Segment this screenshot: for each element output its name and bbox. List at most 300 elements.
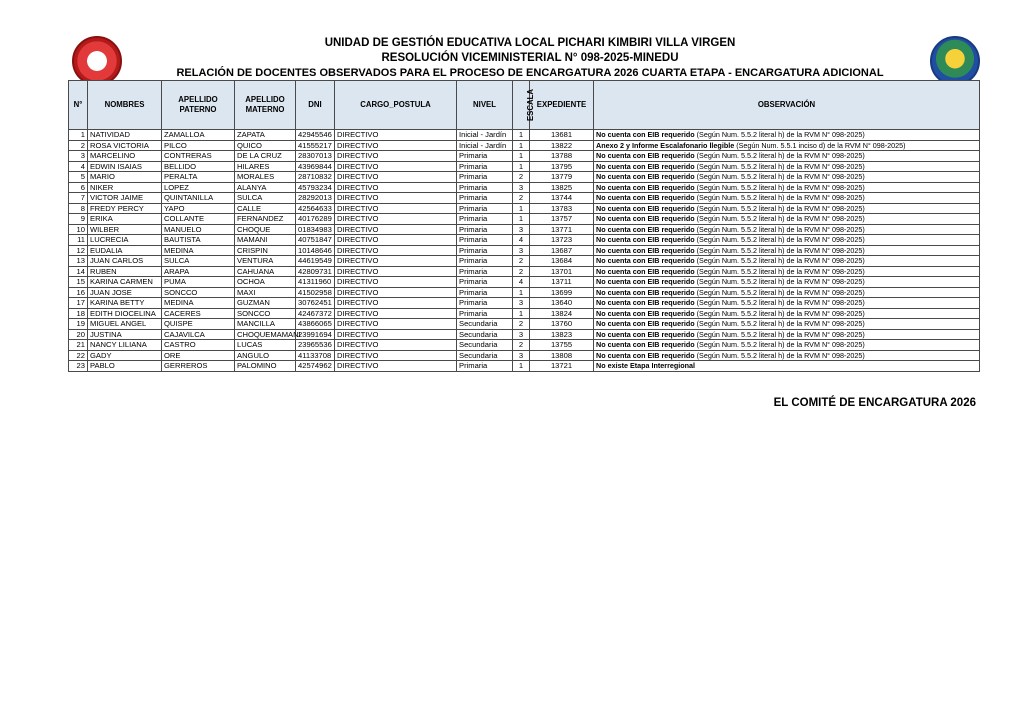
expediente-cell: 13699: [530, 287, 594, 298]
observacion-cell: [594, 214, 980, 225]
dni-cell: 41133708: [296, 350, 335, 361]
dni-cell: 28307013: [296, 151, 335, 162]
observacion-cell: [594, 151, 980, 162]
cargo-cell: DIRECTIVO: [335, 329, 457, 340]
escala-cell: 1: [513, 287, 530, 298]
observacion-cell: [594, 298, 980, 309]
expediente-cell: 13757: [530, 214, 594, 225]
row-number: 17: [69, 298, 88, 309]
nombres-cell: FREDY PERCY: [88, 203, 162, 214]
row-number: 1: [69, 130, 88, 141]
col-header-apellido-paterno: APELLIDO PATERNO: [162, 81, 235, 130]
observacion-cell: [594, 319, 980, 330]
apellido-materno-cell: HILARES: [235, 161, 296, 172]
nivel-cell: Secundaria: [457, 319, 513, 330]
observacion-main: No cuenta con EIB requerido: [596, 319, 695, 328]
dni-cell: 42809731: [296, 266, 335, 277]
observacion-cell: [594, 287, 980, 298]
escala-cell: 1: [513, 308, 530, 319]
row-number: 15: [69, 277, 88, 288]
row-number: 7: [69, 193, 88, 204]
apellido-materno-cell: DE LA CRUZ: [235, 151, 296, 162]
observacion-reference: (Según Num. 5.5.2 literal h) de la RVM N° 098-2025): [694, 235, 865, 244]
escala-cell: 3: [513, 329, 530, 340]
apellido-materno-cell: SULCA: [235, 193, 296, 204]
escala-cell: 4: [513, 235, 530, 246]
nombres-cell: KARINA CARMEN: [88, 277, 162, 288]
cargo-cell: DIRECTIVO: [335, 193, 457, 204]
apellido-materno-cell: MORALES: [235, 172, 296, 183]
observacion-reference: (Según Num. 5.5.2 literal h) de la RVM N° 098-2025): [694, 224, 865, 234]
nivel-cell: Primaria: [457, 224, 513, 235]
expediente-cell: 13825: [530, 182, 594, 193]
expediente-cell: 13744: [530, 193, 594, 204]
escala-cell: 3: [513, 298, 530, 309]
cargo-cell: DIRECTIVO: [335, 245, 457, 256]
row-number: 23: [69, 361, 88, 372]
apellido-paterno-cell: GERREROS: [162, 361, 235, 372]
escala-cell: 1: [513, 214, 530, 225]
observacion-main: No cuenta con EIB requerido: [596, 277, 695, 286]
observacion-cell: [594, 235, 980, 246]
cargo-cell: DIRECTIVO: [335, 151, 457, 162]
expediente-cell: 13808: [530, 350, 594, 361]
cargo-cell: DIRECTIVO: [335, 130, 457, 141]
col-header-observacion: OBSERVACIÓN: [594, 81, 980, 130]
nombres-cell: JUSTINA: [88, 329, 162, 340]
expediente-cell: 13783: [530, 203, 594, 214]
observacion-reference: (Según Num. 5.5.1 inciso d) de la RVM N° 098-2025): [734, 140, 906, 150]
observacion-reference: (Según Num. 5.5.2 literal h) de la RVM N° 098-2025): [694, 329, 865, 339]
observacion-cell: [594, 361, 980, 372]
nombres-cell: EDITH DIOCELINA: [88, 308, 162, 319]
col-header-dni: DNI: [296, 81, 335, 130]
nivel-cell: Primaria: [457, 214, 513, 225]
escala-cell: 3: [513, 224, 530, 235]
table-row: [69, 214, 980, 225]
observacion-main: No cuenta con EIB requerido: [596, 298, 695, 307]
escala-cell: 2: [513, 319, 530, 330]
dni-cell: 42945546: [296, 130, 335, 141]
nombres-cell: GADY: [88, 350, 162, 361]
header-line-3: RELACIÓN DE DOCENTES OBSERVADOS PARA EL PROCESO DE ENCARGATURA 2026 CUARTA ETAPA - ENCARGATURA ADICIONAL: [176, 67, 884, 79]
apellido-materno-cell: VENTURA: [235, 256, 296, 267]
table-row: [69, 224, 980, 235]
col-header-nombres: NOMBRES: [88, 81, 162, 130]
dni-cell: 44619549: [296, 256, 335, 267]
expediente-cell: 13640: [530, 298, 594, 309]
observacion-reference: (Según Num. 5.5.2 literal h) de la RVM N° 098-2025): [694, 340, 865, 349]
nivel-cell: Primaria: [457, 193, 513, 204]
dni-cell: 23991694: [296, 329, 335, 340]
col-header-apellido-materno: APELLIDO MATERNO: [235, 81, 296, 130]
nivel-cell: Secundaria: [457, 329, 513, 340]
nombres-cell: ROSA VICTORIA: [88, 140, 162, 151]
row-number: 8: [69, 203, 88, 214]
observacion-main: No existe Etapa Interregional: [596, 361, 696, 370]
apellido-paterno-cell: BAUTISTA: [162, 235, 235, 246]
expediente-cell: 13771: [530, 224, 594, 235]
escala-cell: 2: [513, 193, 530, 204]
expediente-cell: 13687: [530, 245, 594, 256]
observacion-cell: [594, 182, 980, 193]
cargo-cell: DIRECTIVO: [335, 140, 457, 151]
table-row: [69, 308, 980, 319]
observacion-main: No cuenta con EIB requerido: [596, 193, 695, 202]
apellido-materno-cell: ANGULO: [235, 350, 296, 361]
apellido-paterno-cell: LOPEZ: [162, 182, 235, 193]
apellido-paterno-cell: ZAMALLOA: [162, 130, 235, 141]
apellido-paterno-cell: CAJAVILCA: [162, 329, 235, 340]
nombres-cell: RUBEN: [88, 266, 162, 277]
nombres-cell: NANCY LILIANA: [88, 340, 162, 351]
dni-cell: 43969844: [296, 161, 335, 172]
apellido-materno-cell: CHOQUEMAMANI: [235, 329, 296, 340]
cargo-cell: DIRECTIVO: [335, 308, 457, 319]
row-number: 3: [69, 151, 88, 162]
observacion-main: No cuenta con EIB requerido: [596, 340, 695, 349]
nombres-cell: KARINA BETTY: [88, 298, 162, 309]
observacion-cell: [594, 161, 980, 172]
apellido-materno-cell: FERNANDEZ: [235, 214, 296, 225]
observacion-reference: (Según Num. 5.5.2 literal h) de la RVM N° 098-2025): [694, 193, 865, 202]
apellido-paterno-cell: PILCO: [162, 140, 235, 151]
apellido-paterno-cell: PERALTA: [162, 172, 235, 183]
nivel-cell: Primaria: [457, 361, 513, 372]
apellido-materno-cell: MAXI: [235, 287, 296, 298]
nombres-cell: JUAN CARLOS: [88, 256, 162, 267]
nivel-cell: Primaria: [457, 203, 513, 214]
nombres-cell: EUDALIA: [88, 245, 162, 256]
cargo-cell: DIRECTIVO: [335, 266, 457, 277]
apellido-paterno-cell: QUINTANILLA: [162, 193, 235, 204]
nivel-cell: Primaria: [457, 277, 513, 288]
observacion-main: No cuenta con EIB requerido: [596, 235, 695, 244]
cargo-cell: DIRECTIVO: [335, 319, 457, 330]
observacion-cell: [594, 193, 980, 204]
table-row: [69, 161, 980, 172]
row-number: 10: [69, 224, 88, 235]
apellido-paterno-cell: ORE: [162, 350, 235, 361]
expediente-cell: 13779: [530, 172, 594, 183]
apellido-materno-cell: CHOQUE: [235, 224, 296, 235]
observacion-cell: [594, 130, 980, 141]
apellido-materno-cell: OCHOA: [235, 277, 296, 288]
expediente-cell: 13795: [530, 161, 594, 172]
apellido-paterno-cell: BELLIDO: [162, 161, 235, 172]
nombres-cell: NATIVIDAD: [88, 130, 162, 141]
observed-teachers-table: [68, 80, 980, 372]
dni-cell: 42467372: [296, 308, 335, 319]
table-header-row: [69, 81, 980, 130]
table-row: [69, 319, 980, 330]
observacion-main: No cuenta con EIB requerido: [596, 214, 695, 223]
table-row: [69, 256, 980, 267]
apellido-paterno-cell: YAPO: [162, 203, 235, 214]
apellido-paterno-cell: COLLANTE: [162, 214, 235, 225]
apellido-materno-cell: CAHUANA: [235, 266, 296, 277]
header-line-2: RESOLUCIÓN VICEMINISTERIAL N° 098-2025-MINEDU: [381, 52, 679, 64]
observacion-reference: (Según Num. 5.5.2 literal h) de la RVM N° 098-2025): [694, 298, 865, 307]
apellido-materno-cell: ZAPATA: [235, 130, 296, 141]
table-row: [69, 140, 980, 151]
cargo-cell: DIRECTIVO: [335, 256, 457, 267]
dni-cell: 42564633: [296, 203, 335, 214]
nombres-cell: VICTOR JAIME: [88, 193, 162, 204]
observacion-cell: [594, 140, 980, 151]
dni-cell: 41502958: [296, 287, 335, 298]
col-header-expediente: EXPEDIENTE: [530, 81, 594, 130]
observacion-cell: [594, 203, 980, 214]
apellido-paterno-cell: MANUELO: [162, 224, 235, 235]
observacion-cell: [594, 308, 980, 319]
escala-cell: 2: [513, 256, 530, 267]
nombres-cell: MARCELINO: [88, 151, 162, 162]
apellido-materno-cell: ALANYA: [235, 182, 296, 193]
observacion-main: Anexo 2 y Informe Escalafonario llegible: [596, 140, 735, 150]
observacion-cell: [594, 329, 980, 340]
row-number: 4: [69, 161, 88, 172]
escala-cell: 1: [513, 140, 530, 151]
observacion-reference: (Según Num. 5.5.2 literal h) de la RVM N° 098-2025): [694, 172, 865, 181]
apellido-materno-cell: LUCAS: [235, 340, 296, 351]
table-row: [69, 287, 980, 298]
expediente-cell: 13701: [530, 266, 594, 277]
nivel-cell: Inicial - Jardín: [457, 140, 513, 151]
row-number: 18: [69, 308, 88, 319]
table-row: [69, 193, 980, 204]
row-number: 5: [69, 172, 88, 183]
nombres-cell: MARIO: [88, 172, 162, 183]
table-row: [69, 350, 980, 361]
escala-cell: 2: [513, 172, 530, 183]
observacion-reference: (Según Num. 5.5.2 literal h) de la RVM N° 098-2025): [694, 308, 865, 318]
nivel-cell: Primaria: [457, 308, 513, 319]
expediente-cell: 13788: [530, 151, 594, 162]
dni-cell: 28710832: [296, 172, 335, 183]
table-row: [69, 235, 980, 246]
observacion-cell: [594, 224, 980, 235]
nivel-cell: Primaria: [457, 182, 513, 193]
expediente-cell: 13822: [530, 140, 594, 151]
observacion-cell: [594, 172, 980, 183]
observacion-main: No cuenta con EIB requerido: [596, 182, 695, 192]
table-row: [69, 172, 980, 183]
observacion-main: No cuenta con EIB requerido: [596, 256, 695, 265]
observacion-cell: [594, 256, 980, 267]
apellido-materno-cell: MANCILLA: [235, 319, 296, 330]
cargo-cell: DIRECTIVO: [335, 235, 457, 246]
header-line-1: UNIDAD DE GESTIÓN EDUCATIVA LOCAL PICHARI KIMBIRI VILLA VIRGEN: [324, 37, 736, 49]
table-row: [69, 266, 980, 277]
observacion-cell: [594, 245, 980, 256]
table-row: [69, 298, 980, 309]
apellido-materno-cell: QUICO: [235, 140, 296, 151]
apellido-paterno-cell: MEDINA: [162, 298, 235, 309]
dni-cell: 10148646: [296, 245, 335, 256]
nivel-cell: Inicial - Jardín: [457, 130, 513, 141]
nivel-cell: Primaria: [457, 235, 513, 246]
table-row: [69, 151, 980, 162]
observacion-main: No cuenta con EIB requerido: [596, 130, 695, 139]
cargo-cell: DIRECTIVO: [335, 340, 457, 351]
escala-cell: 4: [513, 277, 530, 288]
observacion-reference: (Según Num. 5.5.2 literal h) de la RVM N° 098-2025): [694, 245, 865, 255]
observacion-main: No cuenta con EIB requerido: [596, 266, 695, 276]
row-number: 9: [69, 214, 88, 225]
apellido-paterno-cell: QUISPE: [162, 319, 235, 330]
apellido-materno-cell: CALLE: [235, 203, 296, 214]
dni-cell: 01834983: [296, 224, 335, 235]
dni-cell: 41555217: [296, 140, 335, 151]
apellido-paterno-cell: CONTRERAS: [162, 151, 235, 162]
expediente-cell: 13755: [530, 340, 594, 351]
apellido-materno-cell: CRISPIN: [235, 245, 296, 256]
nivel-cell: Primaria: [457, 245, 513, 256]
observacion-reference: (Según Num. 5.5.2 literal h) de la RVM N° 098-2025): [694, 151, 865, 160]
expediente-cell: 13824: [530, 308, 594, 319]
table-row: [69, 277, 980, 288]
escala-cell: 3: [513, 350, 530, 361]
row-number: 12: [69, 245, 88, 256]
observacion-reference: (Según Num. 5.5.2 literal h) de la RVM N° 098-2025): [694, 256, 865, 265]
cargo-cell: DIRECTIVO: [335, 361, 457, 372]
nivel-cell: Primaria: [457, 161, 513, 172]
ugel-seal-icon: [72, 36, 122, 86]
observacion-cell: [594, 277, 980, 288]
col-header-escala-label: ESCALA: [526, 88, 536, 122]
escala-cell: 2: [513, 266, 530, 277]
cargo-cell: DIRECTIVO: [335, 203, 457, 214]
table-row: [69, 361, 980, 372]
expediente-cell: 13721: [530, 361, 594, 372]
apellido-paterno-cell: CACERES: [162, 308, 235, 319]
expediente-cell: 13823: [530, 329, 594, 340]
apellido-paterno-cell: ARAPA: [162, 266, 235, 277]
observacion-cell: [594, 266, 980, 277]
dni-cell: 41311960: [296, 277, 335, 288]
escala-cell: 1: [513, 361, 530, 372]
row-number: 20: [69, 329, 88, 340]
cargo-cell: DIRECTIVO: [335, 287, 457, 298]
expediente-cell: 13760: [530, 319, 594, 330]
table-row: [69, 245, 980, 256]
committee-signature: EL COMITÉ DE ENCARGATURA 2026: [773, 397, 976, 409]
observacion-reference: (Según Num. 5.5.2 literal h) de la RVM N° 098-2025): [694, 203, 865, 213]
col-header-n: N°: [69, 81, 88, 130]
row-number: 6: [69, 182, 88, 193]
row-number: 11: [69, 235, 88, 246]
expediente-cell: 13681: [530, 130, 594, 141]
dni-cell: 45793234: [296, 182, 335, 193]
observacion-main: No cuenta con EIB requerido: [596, 224, 695, 234]
observacion-main: No cuenta con EIB requerido: [596, 308, 695, 318]
observacion-main: No cuenta con EIB requerido: [596, 172, 695, 181]
dni-cell: 43866065: [296, 319, 335, 330]
row-number: 21: [69, 340, 88, 351]
dni-cell: 23965536: [296, 340, 335, 351]
expediente-cell: 13723: [530, 235, 594, 246]
nombres-cell: NIKER: [88, 182, 162, 193]
cargo-cell: DIRECTIVO: [335, 350, 457, 361]
cargo-cell: DIRECTIVO: [335, 161, 457, 172]
escala-cell: 1: [513, 130, 530, 141]
apellido-paterno-cell: MEDINA: [162, 245, 235, 256]
apellido-paterno-cell: SULCA: [162, 256, 235, 267]
nombres-cell: JUAN JOSE: [88, 287, 162, 298]
escala-cell: 1: [513, 161, 530, 172]
row-number: 14: [69, 266, 88, 277]
row-number: 19: [69, 319, 88, 330]
observacion-cell: [594, 340, 980, 351]
observacion-reference: (Según Num. 5.5.2 literal h) de la RVM N° 098-2025): [694, 287, 865, 297]
nombres-cell: PABLO: [88, 361, 162, 372]
nombres-cell: EDWIN ISAIAS: [88, 161, 162, 172]
table-row: [69, 182, 980, 193]
table-row: [69, 130, 980, 141]
nivel-cell: Primaria: [457, 287, 513, 298]
cargo-cell: DIRECTIVO: [335, 182, 457, 193]
nombres-cell: LUCRECIA: [88, 235, 162, 246]
nivel-cell: Primaria: [457, 298, 513, 309]
nombres-cell: MIGUEL ANGEL: [88, 319, 162, 330]
observacion-reference: (Según Num. 5.5.2 literal h) de la RVM N° 098-2025): [694, 319, 865, 328]
nivel-cell: Primaria: [457, 172, 513, 183]
apellido-materno-cell: PALOMINO: [235, 361, 296, 372]
row-number: 13: [69, 256, 88, 267]
col-header-cargo: CARGO_POSTULA: [335, 81, 457, 130]
expediente-cell: 13684: [530, 256, 594, 267]
document-header: [120, 36, 940, 81]
nivel-cell: Primaria: [457, 151, 513, 162]
nivel-cell: Primaria: [457, 266, 513, 277]
cargo-cell: DIRECTIVO: [335, 172, 457, 183]
observacion-reference: (Según Num. 5.5.2 literal h) de la RVM N° 098-2025): [694, 130, 865, 139]
nombres-cell: WILBER: [88, 224, 162, 235]
nivel-cell: Secundaria: [457, 340, 513, 351]
row-number: 2: [69, 140, 88, 151]
dni-cell: 42574962: [296, 361, 335, 372]
col-header-escala: [513, 81, 536, 130]
observacion-main: No cuenta con EIB requerido: [596, 161, 695, 171]
apellido-materno-cell: GUZMAN: [235, 298, 296, 309]
apellido-materno-cell: MAMANI: [235, 235, 296, 246]
nivel-cell: Secundaria: [457, 350, 513, 361]
dni-cell: 40176289: [296, 214, 335, 225]
escala-cell: 1: [513, 151, 530, 162]
observacion-reference: (Según Num. 5.5.2 literal h) de la RVM N° 098-2025): [694, 182, 865, 192]
cargo-cell: DIRECTIVO: [335, 277, 457, 288]
col-header-nivel: NIVEL: [457, 81, 513, 130]
escala-cell: 3: [513, 245, 530, 256]
expediente-cell: 13711: [530, 277, 594, 288]
observacion-main: No cuenta con EIB requerido: [596, 151, 695, 160]
apellido-paterno-cell: CASTRO: [162, 340, 235, 351]
dni-cell: 28292013: [296, 193, 335, 204]
cargo-cell: DIRECTIVO: [335, 214, 457, 225]
escala-cell: 3: [513, 182, 530, 193]
observacion-main: No cuenta con EIB requerido: [596, 350, 695, 360]
observacion-main: No cuenta con EIB requerido: [596, 203, 695, 213]
observacion-reference: (Según Num. 5.5.2 literal h) de la RVM N° 098-2025): [694, 266, 865, 276]
apellido-materno-cell: SONCCO: [235, 308, 296, 319]
table-row: [69, 329, 980, 340]
row-number: 16: [69, 287, 88, 298]
nombres-cell: ERIKA: [88, 214, 162, 225]
observacion-main: No cuenta con EIB requerido: [596, 329, 695, 339]
observacion-main: No cuenta con EIB requerido: [596, 287, 695, 297]
apellido-paterno-cell: PUMA: [162, 277, 235, 288]
